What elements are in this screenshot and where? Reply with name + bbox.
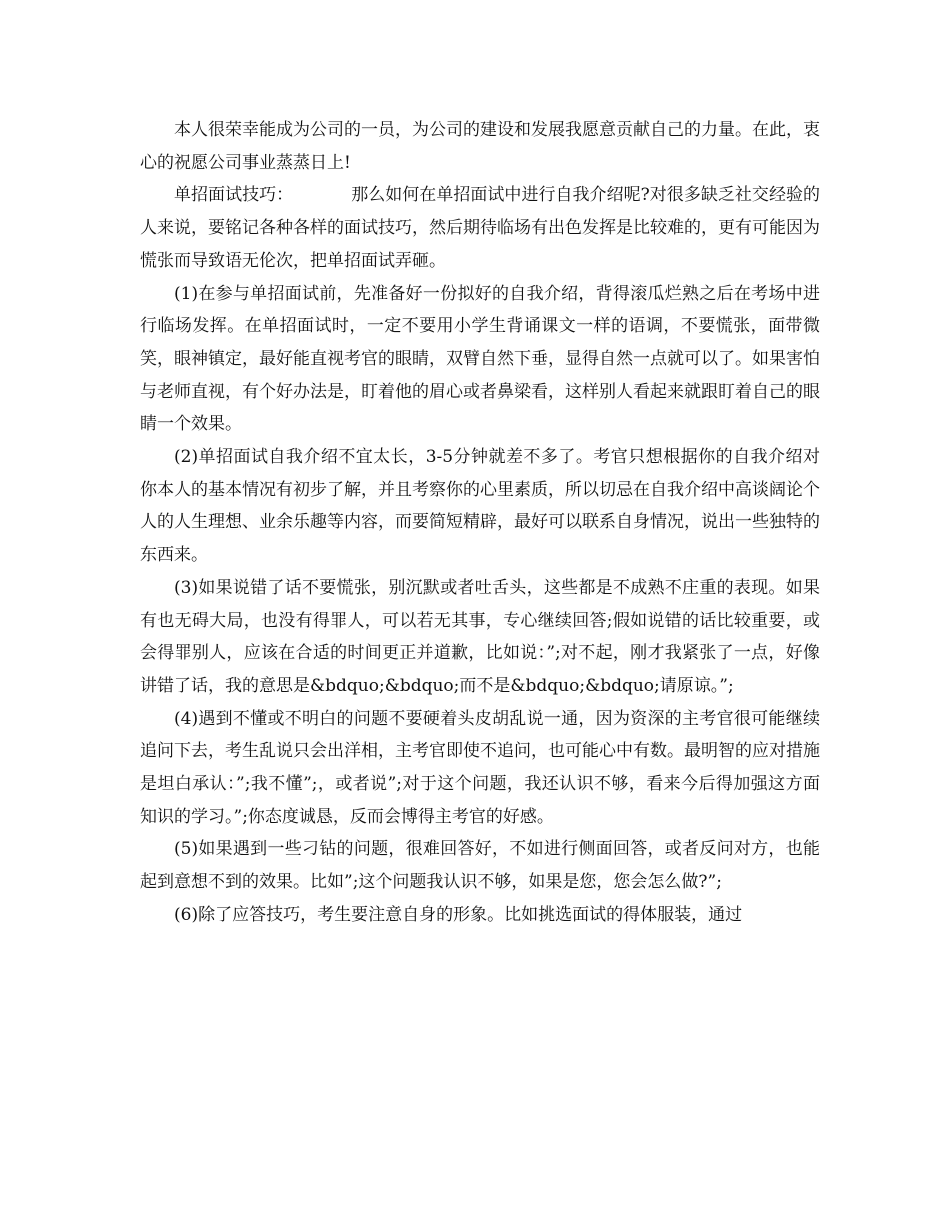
paragraph-tip-6: (6)除了应答技巧，考生要注意自身的形象。比如挑选面试的得体服装，通过	[174, 904, 743, 925]
section-title: 单招面试技巧：	[174, 185, 294, 206]
paragraph-intro	[140, 179, 820, 277]
document-page	[140, 114, 820, 932]
paragraph-tip-2: (2)单招面试自我介绍不宜太长，3-5分钟就差不多了。考官只想根据你的自我介绍对你本人的基本情况有初步了解，并且考察你的心里素质，所以切忌在自我介绍中高谈阔论个人的人生理想、业余乐趣等内容，而要简短精辟，最好可以联系自身情况，说出一些独特的东西来。	[140, 447, 820, 566]
paragraph-tip-3: (3)如果说错了话不要慌张，别沉默或者吐舌头，这些都是不成熟不庄重的表现。如果有也无碍大局，也没有得罪人，可以若无其事，专心继续回答;假如说错的话比较重要，或会得罪别人，应该在合适的时间更正并道歉，比如说：”;对不起，刚才我紧张了一点，好像讲错了话，我的意思是&bdquo;&bdquo;而不是&bdquo;&bdquo;请原谅。”;	[140, 577, 820, 696]
intro-text: 那么如何在单招面试中进行自我介绍呢?对很多缺乏社交经验的人来说，要铭记各种各样的面试技巧，然后期待临场有出色发挥是比较难的，更有可能因为慌张而导致语无伦次，把单招面试弄砸。	[140, 185, 821, 271]
paragraph-closing-wish: 本人很荣幸能成为公司的一员，为公司的建设和发展我愿意贡献自己的力量。在此，衷心的祝愿公司事业蒸蒸日上!	[140, 120, 820, 173]
paragraph-tip-5: (5)如果遇到一些刁钻的问题，很难回答好，不如进行侧面回答，或者反问对方，也能起到意想不到的效果。比如”;这个问题我认识不够，如果是您，您会怎么做?”;	[140, 839, 820, 893]
paragraph-tip-1: (1)在参与单招面试前，先准备好一份拟好的自我介绍，背得滚瓜烂熟之后在考场中进行临场发挥。在单招面试时，一定不要用小学生背诵课文一样的语调，不要慌张，面带微笑，眼神镇定，最好能直视考官的眼睛，双臂自然下垂，显得自然一点就可以了。如果害怕与老师直视，有个好办法是，盯着他的眉心或者鼻梁看，这样别人看起来就跟盯着自己的眼睛一个效果。	[140, 283, 820, 435]
paragraph-tip-4: (4)遇到不懂或不明白的问题不要硬着头皮胡乱说一通，因为资深的主考官很可能继续追问下去，考生乱说只会出洋相，主考官即使不追问，也可能心中有数。最明智的应对措施是坦白承认：”;我不懂”;，或者说”;对于这个问题，我还认识不够，看来今后得加强这方面知识的学习。”;你态度诚恳，反而会博得主考官的好感。	[140, 708, 820, 827]
